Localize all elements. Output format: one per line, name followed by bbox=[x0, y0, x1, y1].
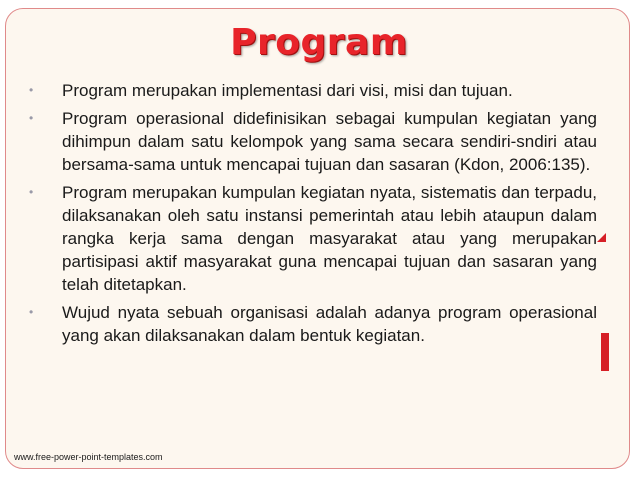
bullet-item bbox=[29, 301, 597, 347]
bullet-item bbox=[29, 107, 597, 176]
bullet-text: Wujud nyata sebuah organisasi adalah adanya program operasional yang akan dilaksanakan dalam bentuk kegiatan. bbox=[62, 303, 597, 345]
bullet-dot-icon: • bbox=[29, 83, 34, 97]
bullet-text: Program merupakan implementasi dari visi, misi dan tujuan. bbox=[62, 81, 513, 100]
slide-title: Program bbox=[230, 22, 408, 63]
bullet-dot-icon: • bbox=[29, 111, 34, 125]
bullet-item bbox=[29, 181, 597, 296]
bullet-dot-icon: • bbox=[29, 185, 34, 199]
bullet-item bbox=[29, 79, 597, 102]
bullet-dot-icon: • bbox=[29, 305, 34, 319]
decorative-corner-mark bbox=[597, 233, 606, 242]
bullet-list bbox=[29, 79, 597, 352]
decorative-edge-bar bbox=[601, 333, 609, 371]
footer-url[interactable]: www.free-power-point-templates.com bbox=[14, 452, 163, 462]
bullet-text: Program merupakan kumpulan kegiatan nyata, sistematis dan terpadu, dilaksanakan oleh satu instansi pemerintah atau lebih ataupun dalam rangka kerja sama dengan masyarakat atau yang merupakan partisipasi aktif masyarakat guna mencapai tujuan dan sasaran yang telah ditetapkan. bbox=[62, 183, 597, 294]
bullet-text: Program operasional didefinisikan sebagai kumpulan kegiatan yang dihimpun dalam satu kelompok yang sama secara sendiri-sndiri atau bersama-sama untuk mencapai tujuan dan sasaran (Kdon, 2006:135). bbox=[62, 109, 597, 174]
